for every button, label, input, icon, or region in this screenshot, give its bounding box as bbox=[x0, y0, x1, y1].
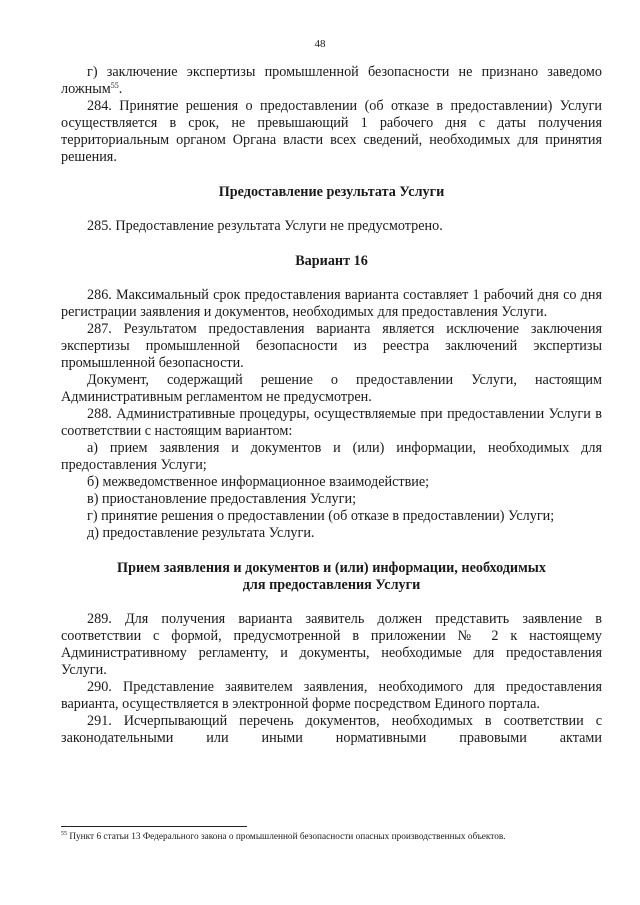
paragraph-286: 286. Максимальный срок предоставления варианта составляет 1 рабочий дня со дня регистрации заявления и документов, необходимых для предоставления Услуги. bbox=[61, 287, 602, 320]
footnote bbox=[61, 831, 602, 843]
page-number: 48 bbox=[314, 38, 326, 50]
heading-reception-line1: Прием заявления и документов и (или) информации, необходимых bbox=[117, 560, 546, 576]
paragraph-punct: . bbox=[118, 81, 123, 97]
paragraph-item-g bbox=[61, 64, 602, 98]
heading-reception bbox=[61, 560, 602, 594]
paragraph-289: 289. Для получения варианта заявитель должен представить заявление в соответствии с формой, предусмотренной в приложении № 2 к настоящему Административному регламенту, и документы, необходимые для предоставления Услуги. bbox=[61, 611, 602, 678]
page-body bbox=[61, 64, 602, 747]
paragraph-284: 284. Принятие решения о предоставлении (об отказе в предоставлении) Услуги осуществляется в срок, не превышающий 1 рабочего дня с даты получения территориальным органом Органа власти всех сведений, необходимых для принятия решения. bbox=[61, 98, 602, 165]
paragraph-288-b: б) межведомственное информационное взаимодействие; bbox=[87, 474, 430, 490]
paragraph-288-e: д) предоставление результата Услуги. bbox=[87, 525, 315, 541]
paragraph-text: г) заключение экспертизы промышленной безопасности не признано заведомо ложным bbox=[61, 64, 602, 97]
paragraph-290: 290. Представление заявителем заявления, необходимого для предоставления варианта, осуществляется в электронной форме посредством Единого портала. bbox=[61, 679, 602, 712]
paragraph-288-d: г) принятие решения о предоставлении (об отказе в предоставлении) Услуги; bbox=[87, 508, 555, 524]
heading-result: Предоставление результата Услуги bbox=[218, 184, 445, 200]
paragraph-288-a: а) прием заявления и документов и (или) информации, необходимых для предоставления Услуги; bbox=[61, 440, 602, 473]
heading-variant: Вариант 16 bbox=[295, 253, 368, 269]
heading-reception-line2: для предоставления Услуги bbox=[242, 577, 421, 593]
footnote-marker: 55 bbox=[61, 831, 67, 837]
footnote-text: Пункт 6 статьи 13 Федерального закона о промышленной безопасности опасных производственных объектов. bbox=[67, 832, 506, 842]
paragraph-287-document: Документ, содержащий решение о предоставлении Услуги, настоящим Административным регламентом не предусмотрен. bbox=[61, 372, 602, 405]
paragraph-287: 287. Результатом предоставления варианта является исключение заключения экспертизы промышленной безопасности из реестра заключений экспертизы промышленной безопасности. bbox=[61, 321, 602, 371]
footnote-ref: 55 bbox=[110, 81, 119, 90]
paragraph-285: 285. Предоставление результата Услуги не предусмотрено. bbox=[87, 218, 443, 234]
footnote-separator bbox=[61, 826, 247, 827]
paragraph-288-c: в) приостановление предоставления Услуги; bbox=[87, 491, 357, 507]
paragraph-291: 291. Исчерпывающий перечень документов, необходимых в соответствии с законодательными или иными нормативными правовыми актами bbox=[61, 713, 602, 746]
paragraph-288: 288. Административные процедуры, осуществляемые при предоставлении Услуги в соответствии с настоящим вариантом: bbox=[61, 406, 602, 439]
